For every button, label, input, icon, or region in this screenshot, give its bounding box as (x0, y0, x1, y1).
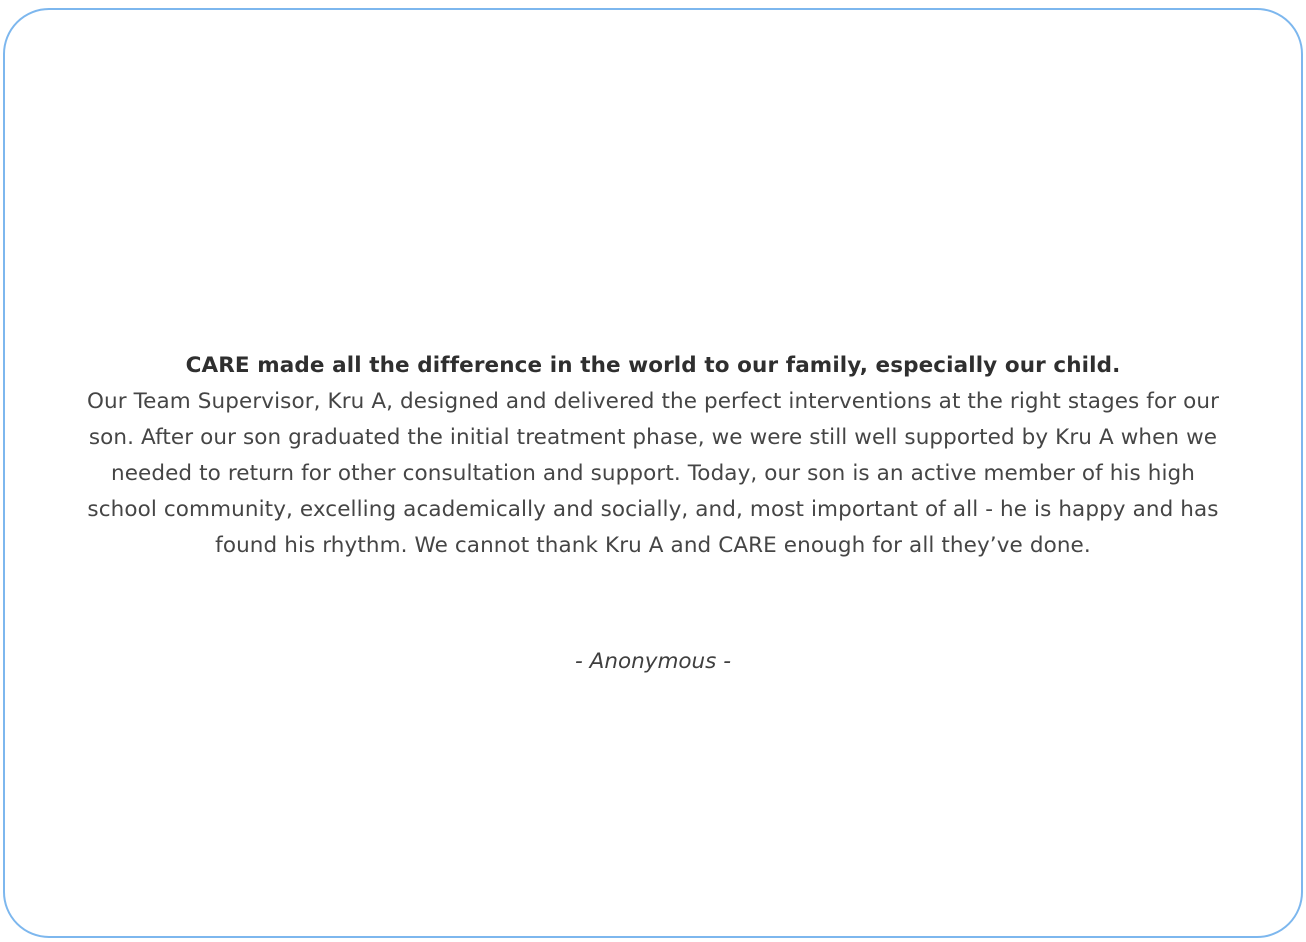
testimonial-body: Our Team Supervisor, Kru A, designed and delivered the perfect interventions at the right stages for our son. After our son graduated the initial treatment phase, we were still well supported by Kru A when we needed to return for other consultation and support. Today, our son is an active member of his high school community, excelling academically and socially, and, most important of all - he is happy and has found his rhythm. We cannot thank Kru A and CARE enough for all they’ve done. (86, 389, 1220, 558)
testimonial-card (3, 8, 1303, 938)
testimonial-headline: CARE made all the difference in the world to our family, especially our child. (185, 353, 1121, 378)
testimonial-attribution: - Anonymous - (575, 649, 731, 674)
testimonial-content (73, 10, 1233, 680)
